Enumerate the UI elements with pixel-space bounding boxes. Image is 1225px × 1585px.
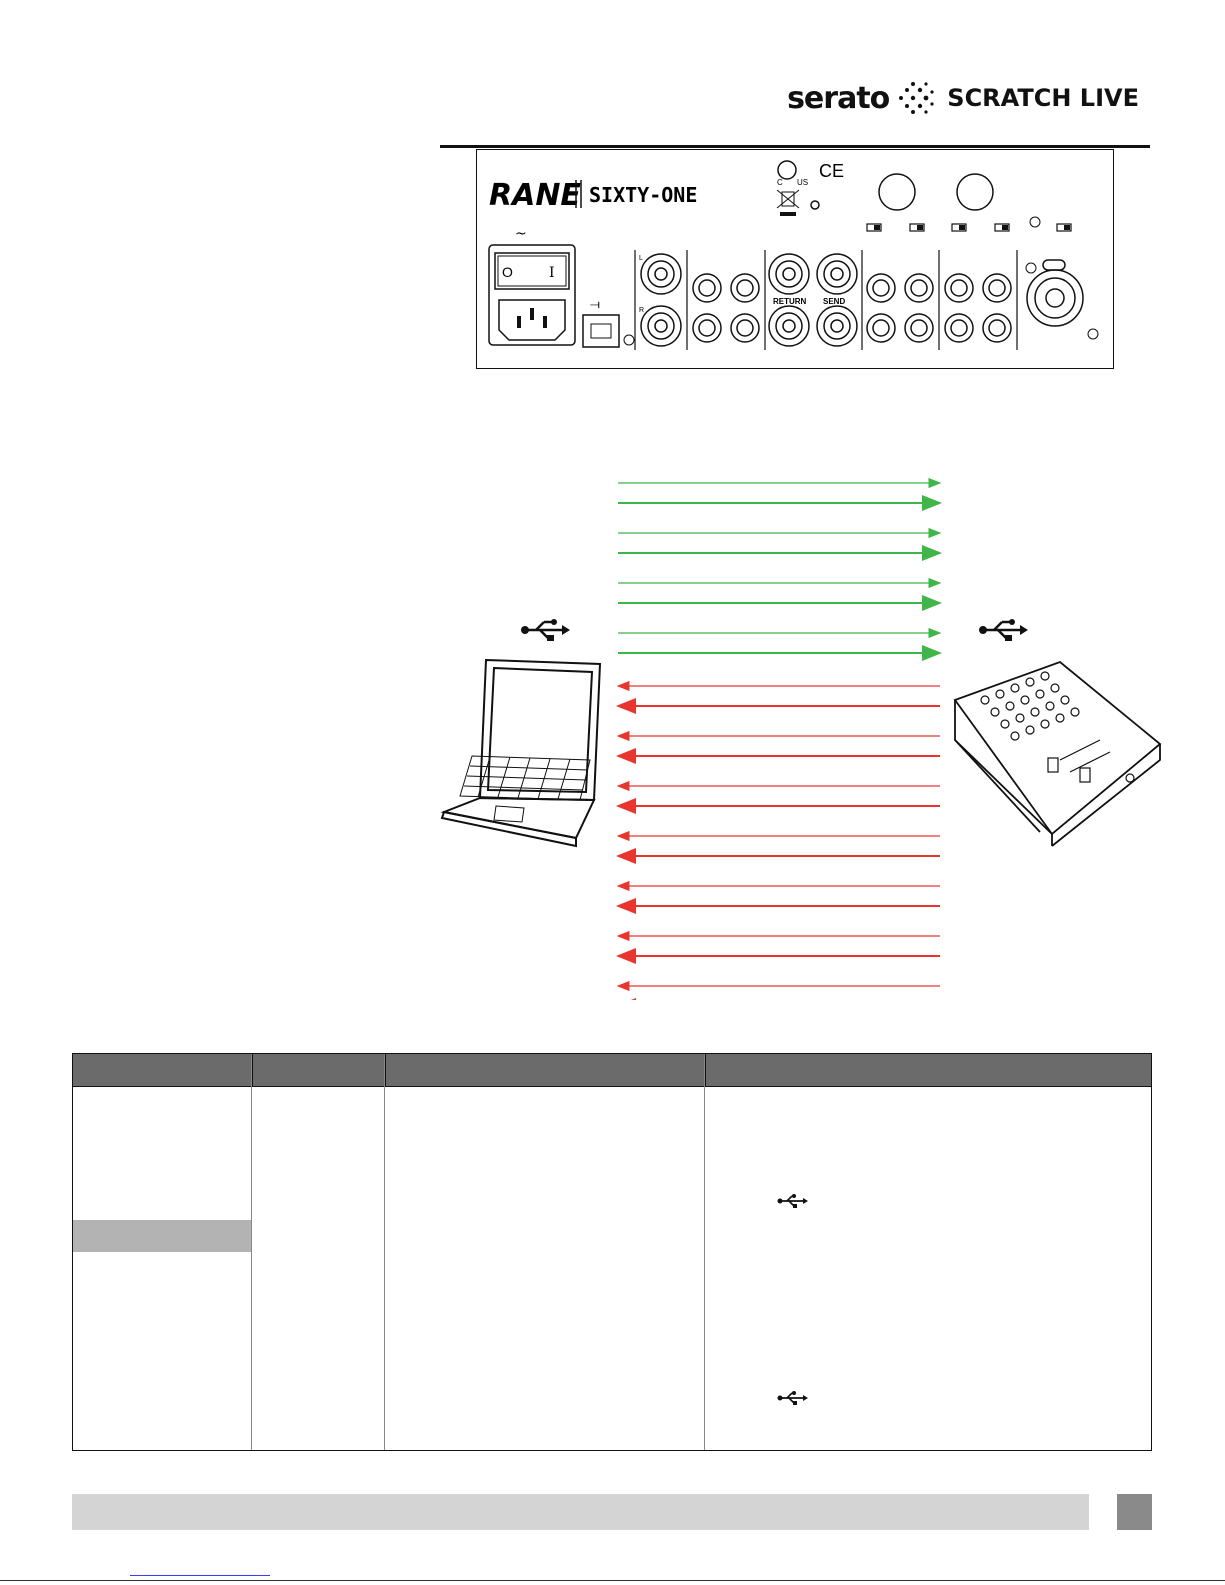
brand-rane: RANE	[489, 178, 581, 213]
usb-left-icon	[521, 619, 570, 641]
jack-right-label: R	[639, 307, 645, 314]
logo-serato-text: serato	[787, 80, 890, 116]
info-table	[72, 1053, 1152, 1451]
footer-link[interactable]	[130, 1575, 270, 1576]
logo-product-text: SCRATCH LIVE	[947, 84, 1139, 112]
footer-bar	[72, 1494, 1089, 1530]
jack-left-label: L	[639, 255, 643, 262]
mixer-illustration	[955, 662, 1160, 846]
usb-right-icon	[979, 619, 1028, 641]
ce-mark: CE	[819, 161, 845, 181]
footer-rule	[0, 1580, 1225, 1581]
table-header-row	[73, 1054, 1151, 1087]
red-arrow-group	[618, 686, 940, 1000]
table-col-divider	[384, 1054, 385, 1450]
mains-symbol: ~	[515, 226, 527, 242]
power-off-label: O	[502, 264, 513, 280]
usb-icon	[777, 1193, 809, 1209]
green-arrow-group	[618, 483, 940, 653]
model-name: SIXTY-ONE	[589, 183, 698, 207]
send-label: SEND	[823, 297, 846, 306]
csa-c-label: C	[777, 178, 783, 187]
return-label: RETURN	[773, 297, 807, 306]
page-number-box	[1117, 1494, 1152, 1530]
usb-icon	[777, 1390, 809, 1406]
power-on-label: I	[549, 265, 555, 281]
csa-us-label: US	[797, 178, 809, 187]
laptop-illustration	[442, 660, 600, 846]
table-gray-cell	[73, 1220, 251, 1252]
svg-text:⟞: ⟞	[590, 297, 600, 311]
table-col-divider	[251, 1054, 252, 1450]
table-col-divider	[704, 1054, 705, 1450]
